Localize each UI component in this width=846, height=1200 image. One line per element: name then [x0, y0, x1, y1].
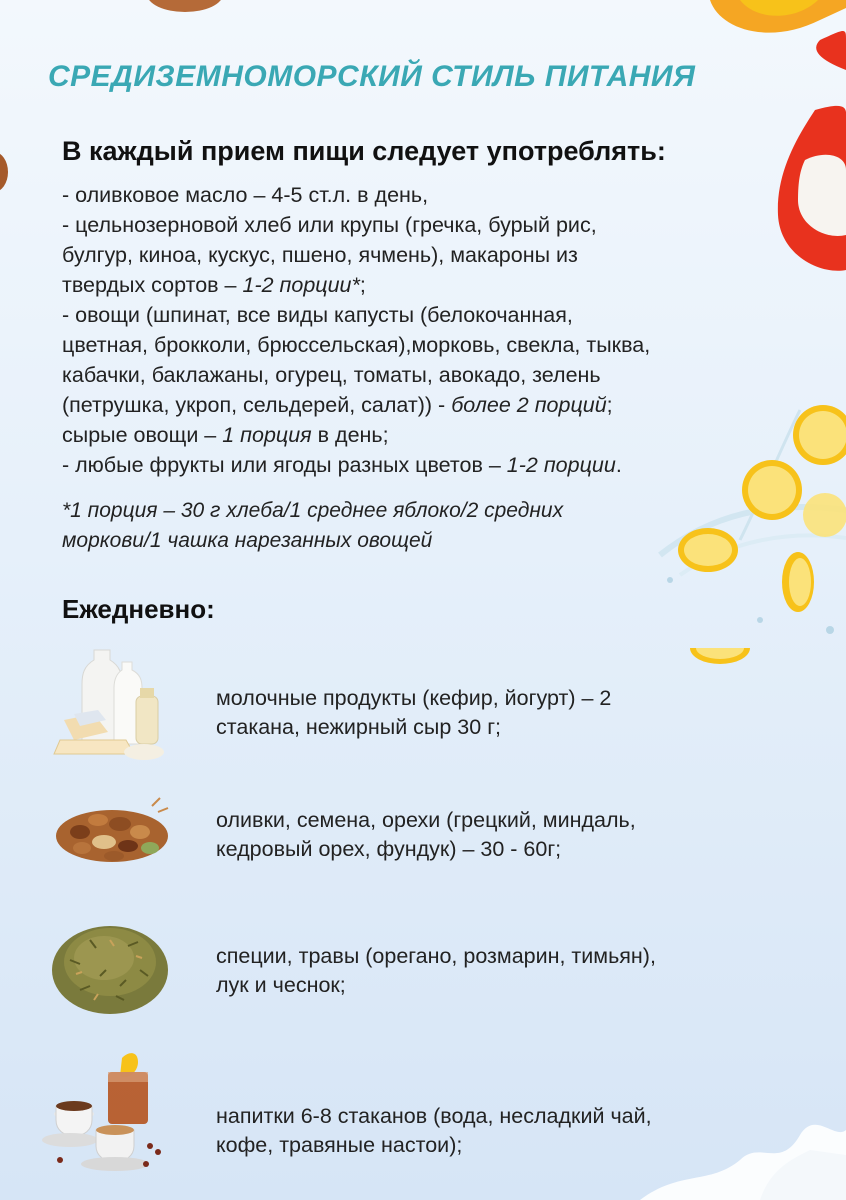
raw-vegetables-line: сырые овощи – 1 порция в день;	[62, 423, 389, 447]
portion-note-line-2: моркови/1 чашка нарезанных овощей	[62, 529, 433, 552]
herbs-text-line-1: специи, травы (орегано, розмарин, тимьян),	[216, 944, 656, 968]
herbs-spices-icon	[40, 900, 180, 1030]
fruits-line: - любые фрукты или ягоды разных цветов – 1-2 порции.	[62, 453, 622, 477]
page-title: СРЕДИЗЕМНОМОРСКИЙ СТИЛЬ ПИТАНИЯ	[48, 60, 696, 93]
nuts-icon	[40, 776, 180, 906]
vegetables-line-3: кабачки, баклажаны, огурец, томаты, авокадо, зелень	[62, 363, 601, 387]
nuts-text	[216, 806, 756, 864]
drinks-text-line-1: напитки 6-8 стаканов (вода, несладкий чай,	[216, 1104, 652, 1128]
daily-item-nuts	[40, 776, 800, 906]
nuts-text-line-1: оливки, семена, орехи (грецкий, миндаль,	[216, 808, 636, 832]
almond-decoration	[140, 0, 230, 24]
dairy-products-icon	[40, 640, 180, 770]
herbs-text-line-2: лук и чеснок;	[216, 973, 346, 997]
dairy-text	[216, 684, 756, 742]
dairy-text-line-2: стакана, нежирный сыр 30 г;	[216, 715, 502, 739]
grains-line-2: булгур, киноа, кускус, пшено, ячмень), макароны из	[62, 243, 578, 267]
drinks-icon	[40, 1046, 180, 1176]
daily-item-herbs	[40, 900, 800, 1030]
herbs-text	[216, 942, 756, 1000]
vegetables-line-2: цветная, брокколи, брюссельская),морковь, свекла, тыква,	[62, 333, 651, 357]
daily-item-drinks	[40, 1046, 800, 1176]
nut-decoration-left	[0, 150, 12, 194]
olive-oil-line: - оливковое масло – 4-5 ст.л. в день,	[62, 183, 429, 207]
vegetables-line-1: - овощи (шпинат, все виды капусты (белокочанная,	[62, 303, 573, 327]
portion-note-line-1: *1 порция – 30 г хлеба/1 среднее яблоко/2 средних	[62, 499, 564, 522]
daily-heading: Ежедневно:	[62, 594, 215, 624]
dairy-text-line-1: молочные продукты (кефир, йогурт) – 2	[216, 686, 612, 710]
vegetables-line-4: (петрушка, укроп, сельдерей, салат)) - более 2 порций;	[62, 393, 613, 417]
each-meal-list	[62, 180, 762, 480]
each-meal-heading: В каждый прием пищи следует употреблять:	[62, 136, 666, 166]
grains-line-1: - цельнозерновой хлеб или крупы (гречка, бурый рис,	[62, 213, 597, 237]
nuts-text-line-2: кедровый орех, фундук) – 30 - 60г;	[216, 837, 562, 861]
drinks-text	[216, 1102, 756, 1160]
drinks-text-line-2: кофе, травяные настои);	[216, 1133, 463, 1157]
daily-item-dairy	[40, 640, 800, 770]
portion-note	[62, 496, 702, 556]
grains-line-3: твердых сортов – 1-2 порции*;	[62, 273, 366, 297]
